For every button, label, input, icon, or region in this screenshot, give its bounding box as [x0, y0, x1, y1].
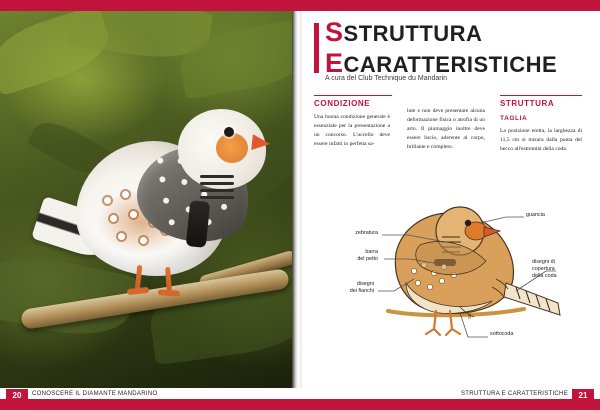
- body-text-column-1: Una buona condizione generale è essenziale per la presentazione a un concorso. L'uccello deve essere infatti in perfetta sa-: [314, 114, 390, 148]
- column-heading-condizione: CONDIZIONE: [314, 99, 371, 108]
- title-initial-e: E: [325, 48, 344, 78]
- book-gutter: [292, 11, 302, 388]
- finch-photograph: [0, 11, 292, 388]
- finch-foot: [158, 289, 180, 297]
- diagram-label-sottocoda: sottocoda: [490, 331, 514, 337]
- title-text-struttura: STRUTTURA: [343, 21, 483, 46]
- bottom-color-band: [0, 399, 600, 410]
- diagram-label-disegni-dei-fianchi: disegni dei fianchi: [349, 281, 374, 294]
- right-page: [302, 11, 600, 388]
- finch-eye: [224, 127, 234, 137]
- column-rule-3: [500, 95, 582, 96]
- finch-beak: [251, 134, 271, 152]
- body-text-column-3: La posizione eretta, la larghezza di 11,5 cm si misura dalla punta del becco all'estremità della coda.: [500, 128, 582, 153]
- left-page-number: 20: [6, 389, 28, 403]
- finch-cheek-patch: [216, 133, 248, 163]
- body-text-column-2: lute e non deve presentare alcuna deformazione fisica o atrofia di un arto. Il piumaggio inoltre deve essere liscio, aderente al corpo, brillante e completo.: [407, 108, 485, 151]
- right-page-number: 21: [572, 389, 594, 403]
- column-heading-struttura: STRUTTURA: [500, 99, 555, 108]
- finch-foot: [127, 287, 150, 295]
- diagram-label-zebratura: zebratura: [355, 230, 378, 236]
- top-color-band: [0, 0, 600, 11]
- title-rule: [314, 23, 319, 73]
- diagram-label-barra-del-petto: barra del petto: [357, 249, 378, 262]
- title-initial-s: S: [325, 17, 344, 47]
- diagram-label-guancia: guancia: [526, 212, 545, 218]
- byline: A cura del Club Technique du Mandarin: [325, 75, 448, 82]
- page-title-line-2: [325, 50, 564, 77]
- page-title: [314, 19, 564, 77]
- svg-text:#: #: [468, 313, 472, 321]
- column-subheading-taglia: TAGLIA: [500, 115, 528, 122]
- page-title-line-1: [325, 19, 564, 46]
- left-page: [0, 11, 292, 388]
- zebra-finch: [28, 89, 263, 304]
- left-page-footer-text: CONOSCERE IL DIAMANTE MANDARINO: [32, 391, 158, 397]
- right-page-footer-text: STRUTTURA E CARATTERISTICHE: [461, 391, 568, 397]
- anatomy-diagram: [310, 179, 592, 375]
- title-text-caratteristiche: CARATTERISTICHE: [343, 52, 558, 77]
- column-rule-1: [314, 95, 392, 96]
- diagram-label-disegni-copertura-coda: disegni di copertura della coda: [532, 259, 557, 279]
- finch-throat-zebra-bars: [200, 175, 234, 201]
